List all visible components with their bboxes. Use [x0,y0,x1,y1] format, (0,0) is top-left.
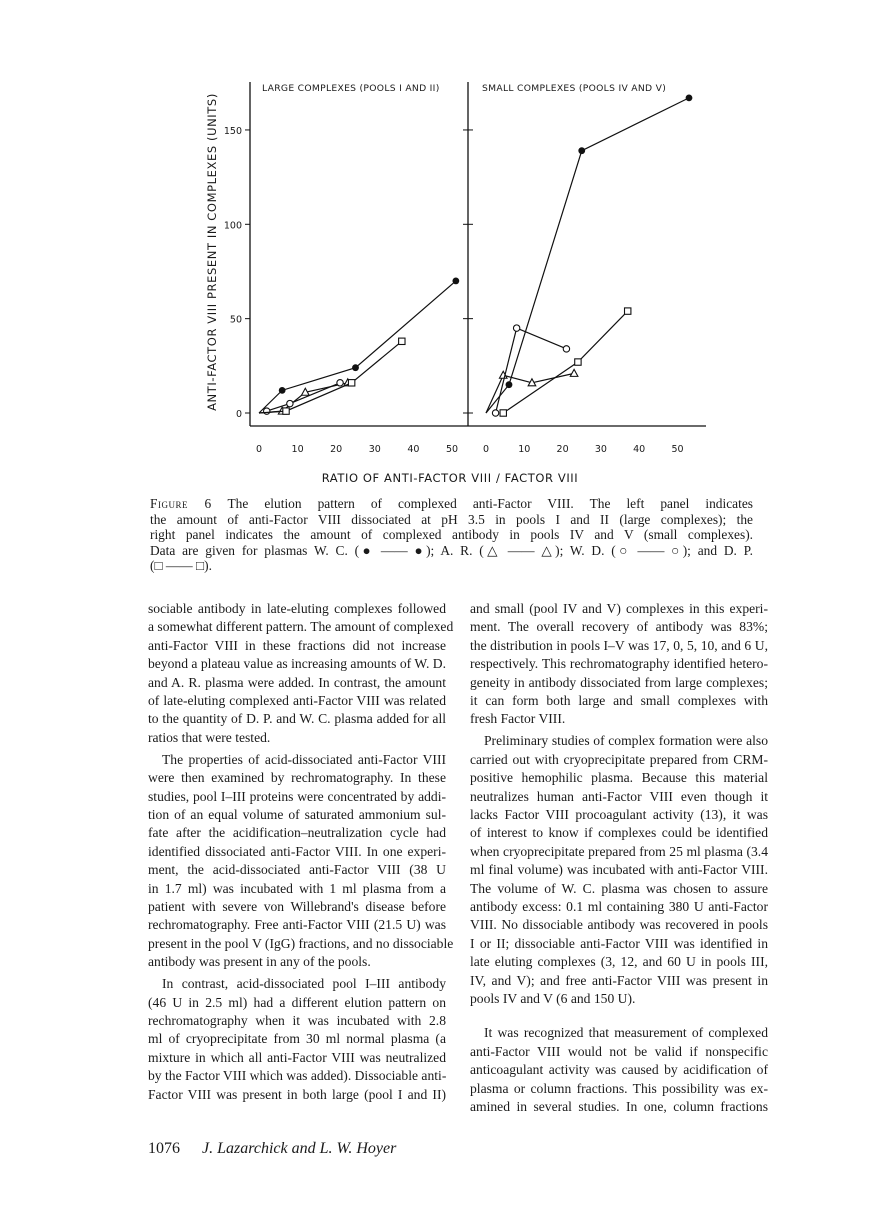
x-tick-label: 0 [482,444,490,455]
text-line: anti-Factor VIII in these fractions did not increase [148,637,446,653]
data-point-filled-circle [578,147,585,154]
x-tick-label: 40 [407,444,420,455]
data-point-open-circle [513,325,519,331]
x-tick-label: 40 [633,444,646,455]
caption-line: right panel indicates the amount of complexed antibody in pools IV and V (small complexes). [150,527,753,543]
data-point-square [348,380,354,386]
text-line: geneity in antibody dissociated from large complexes; [470,674,768,690]
x-tick-label: 0 [255,444,263,455]
paragraph [470,732,768,1008]
text-line: The volume of W. C. plasma was chosen to assure [470,880,768,896]
x-tick-label: 20 [330,444,343,455]
text-line: identified dissociated anti-Factor VIII. In one experi- [148,843,446,859]
series-line-wd [496,328,567,413]
text-line: of interest to know if complexes could be identified [470,825,768,841]
text-line: it can form both large and small complexes with [470,693,768,709]
text-line: In contrast, acid-dissociated pool I–III antibody [162,976,446,992]
text-line: ment. The overall recovery of antibody was 83%; [470,619,768,635]
caption-line: Figure 6 The elution pattern of complexed anti-Factor VIII. The left panel indicates [150,496,753,511]
text-line: studies, pool I–III proteins were concentrated by addi- [148,788,446,804]
series-line-ar [486,373,574,413]
text-line: IV, and V); and free anti-Factor VIII was present in [470,972,768,988]
caption-line: the amount of anti-Factor VIII dissociated at pH 3.5 in pools I and II (large complexes); the [150,511,753,527]
text-line: (46 U in 2.5 ml) had a different elution pattern on [148,994,446,1010]
panel-title: SMALL COMPLEXES (POOLS IV AND V) [482,83,667,94]
text-line: of late-eluting complexed anti-Factor VIII was related [148,693,446,709]
data-point-square [399,338,405,344]
text-line: ment, the acid-dissociated anti-Factor VIII (38 U [148,862,446,878]
text-line: fate after the acidification–neutralization cycle had [148,825,446,841]
series-line-dp [259,341,402,413]
text-line: ml of cryoprecipitate from 30 ml normal plasma (a [148,1031,446,1047]
data-point-square [500,410,506,416]
text-line: tion of an equal volume of saturated ammonium sul- [148,806,446,822]
text-line: antibody was present in any of the pools. [148,954,371,970]
text-line: rechromatography. Free anti-Factor VIII (21.5 U) was [148,917,446,933]
right-text-column [470,600,768,1120]
page-footer [148,1140,396,1158]
figure-6-chart [0,0,890,490]
figure-label: Figure 6 [150,496,212,511]
text-line: neutralizes human anti-Factor VIII even though it [470,788,768,804]
paragraph [470,1024,768,1116]
text-line: anticoagulant activity was caused by acidification of [470,1062,768,1078]
series-line-dp [503,311,627,413]
x-tick-label: 50 [671,444,684,455]
text-line: VIII. No dissociable antibody was recovered in pools [470,917,768,933]
x-tick-label: 20 [556,444,569,455]
data-point-filled-circle [279,387,286,394]
text-line: antibody excess: 0.1 ml containing 380 U anti-Factor [470,899,768,914]
text-line: late eluting complexes (3, 12, and 60 U in pools III, [470,954,768,970]
data-point-filled-circle [686,94,693,101]
data-point-open-circle [563,346,569,352]
data-point-square [625,308,631,314]
paragraph [470,600,768,729]
paragraph [148,975,446,1104]
y-tick-label: 50 [229,314,242,326]
x-tick-label: 10 [518,444,531,455]
text-line: when cryoprecipitate prepared from 25 ml plasma (3.4 [470,843,768,859]
text-line: positive hemophilic plasma. Because this material [470,770,768,786]
x-tick-label: 50 [445,444,459,455]
text-line: It was recognized that measurement of complexed [484,1025,768,1041]
text-line: in 1.7 ml) was incubated with 1 ml plasma from a [148,880,446,896]
data-point-open-circle [492,410,498,416]
text-line: beyond a plateau value as increasing amounts of W. D. [148,656,446,672]
data-point-triangle [570,369,578,376]
text-line: ratios that were tested. [148,729,271,745]
paragraph [148,751,454,972]
text-line: were then examined by rechromatography. In these [148,770,446,786]
page-number: 1076 [148,1140,180,1157]
y-axis-label: ANTI-FACTOR VIII PRESENT IN COMPLEXES (UNITS) [205,93,219,411]
running-authors: J. Lazarchick and L. W. Hoyer [202,1140,397,1157]
figure-caption [150,496,753,574]
y-tick-label: 150 [223,125,242,137]
paragraph [148,600,454,747]
data-point-filled-circle [352,364,359,371]
data-point-filled-circle [452,278,459,285]
left-text-column [148,600,454,1107]
text-line: rechromatography when it was incubated with 2.8 [148,1012,446,1028]
text-line: Factor VIII was present in both large (pool I and II) [148,1086,446,1102]
panel-title: LARGE COMPLEXES (POOLS I AND II) [262,83,440,94]
text-line: by the Factor VIII which was added). Dissociable anti- [148,1068,447,1084]
text-line: respectively. This rechromatography identified hetero- [470,656,768,672]
text-line: and A. R. plasma were added. In contrast, the amount [148,674,446,690]
text-line: The properties of acid-dissociated anti-Factor VIII [162,751,446,767]
text-line: present in the pool V (IgG) fractions, and no dissociable [148,935,454,951]
x-tick-label: 10 [291,444,304,455]
text-line: amined in several studies. In one, column fractions [470,1099,768,1115]
text-line: a somewhat different pattern. The amount of complexed [148,619,454,635]
data-point-square [575,359,581,365]
x-tick-label: 30 [594,444,607,455]
data-point-open-circle [287,400,293,406]
text-line: and small (pool IV and V) complexes in this experi- [470,601,768,616]
data-point-open-circle [337,380,343,386]
series-line-wd [267,383,340,411]
data-point-open-circle [264,408,270,414]
caption-line: Data are given for plasmas W. C. (● —— ●); A. R. (△ —— △); W. D. (○ —— ○); and D. P. [150,542,753,558]
text-line: ml final volume) was incubated with anti-Factor VIII. [470,862,768,878]
series-line-wc [259,281,456,413]
text-line: anti-Factor VIII would not be valid if nonspecific [470,1043,768,1059]
text-line: to the quantity of D. P. and W. C. plasma added for all [148,711,446,727]
text-line: I or II; dissociable anti-Factor VIII was identified in [470,935,768,951]
caption-line: (□ —— □). [150,558,212,574]
text-line: plasma or column fractions. This possibility was ex- [470,1080,768,1096]
text-line: sociable antibody in late-eluting complexes followed [148,601,446,616]
x-axis-label: RATIO OF ANTI-FACTOR VIII / FACTOR VIII [321,471,579,485]
text-line: fresh Factor VIII. [470,711,566,727]
text-line: Preliminary studies of complex formation were also [484,733,768,749]
text-line: pools IV and V (6 and 150 U). [470,991,636,1007]
text-line: mixture in which all anti-Factor VIII was neutralized [148,1049,446,1065]
x-tick-label: 30 [368,444,381,455]
text-line: patient with severe von Willebrand's disease before [148,899,446,914]
data-point-filled-circle [506,381,513,388]
text-line: carried out with cryoprecipitate prepared from CRM- [470,751,768,767]
series-line-wc [486,98,689,413]
y-tick-label: 0 [235,409,242,420]
data-point-square [283,408,289,414]
text-line: the distribution in pools I–V was 17, 0, 5, 10, and 6 U, [470,637,768,653]
text-line: lacks Factor VIII procoagulant activity (13), it was [470,806,768,822]
y-tick-label: 100 [223,220,242,232]
